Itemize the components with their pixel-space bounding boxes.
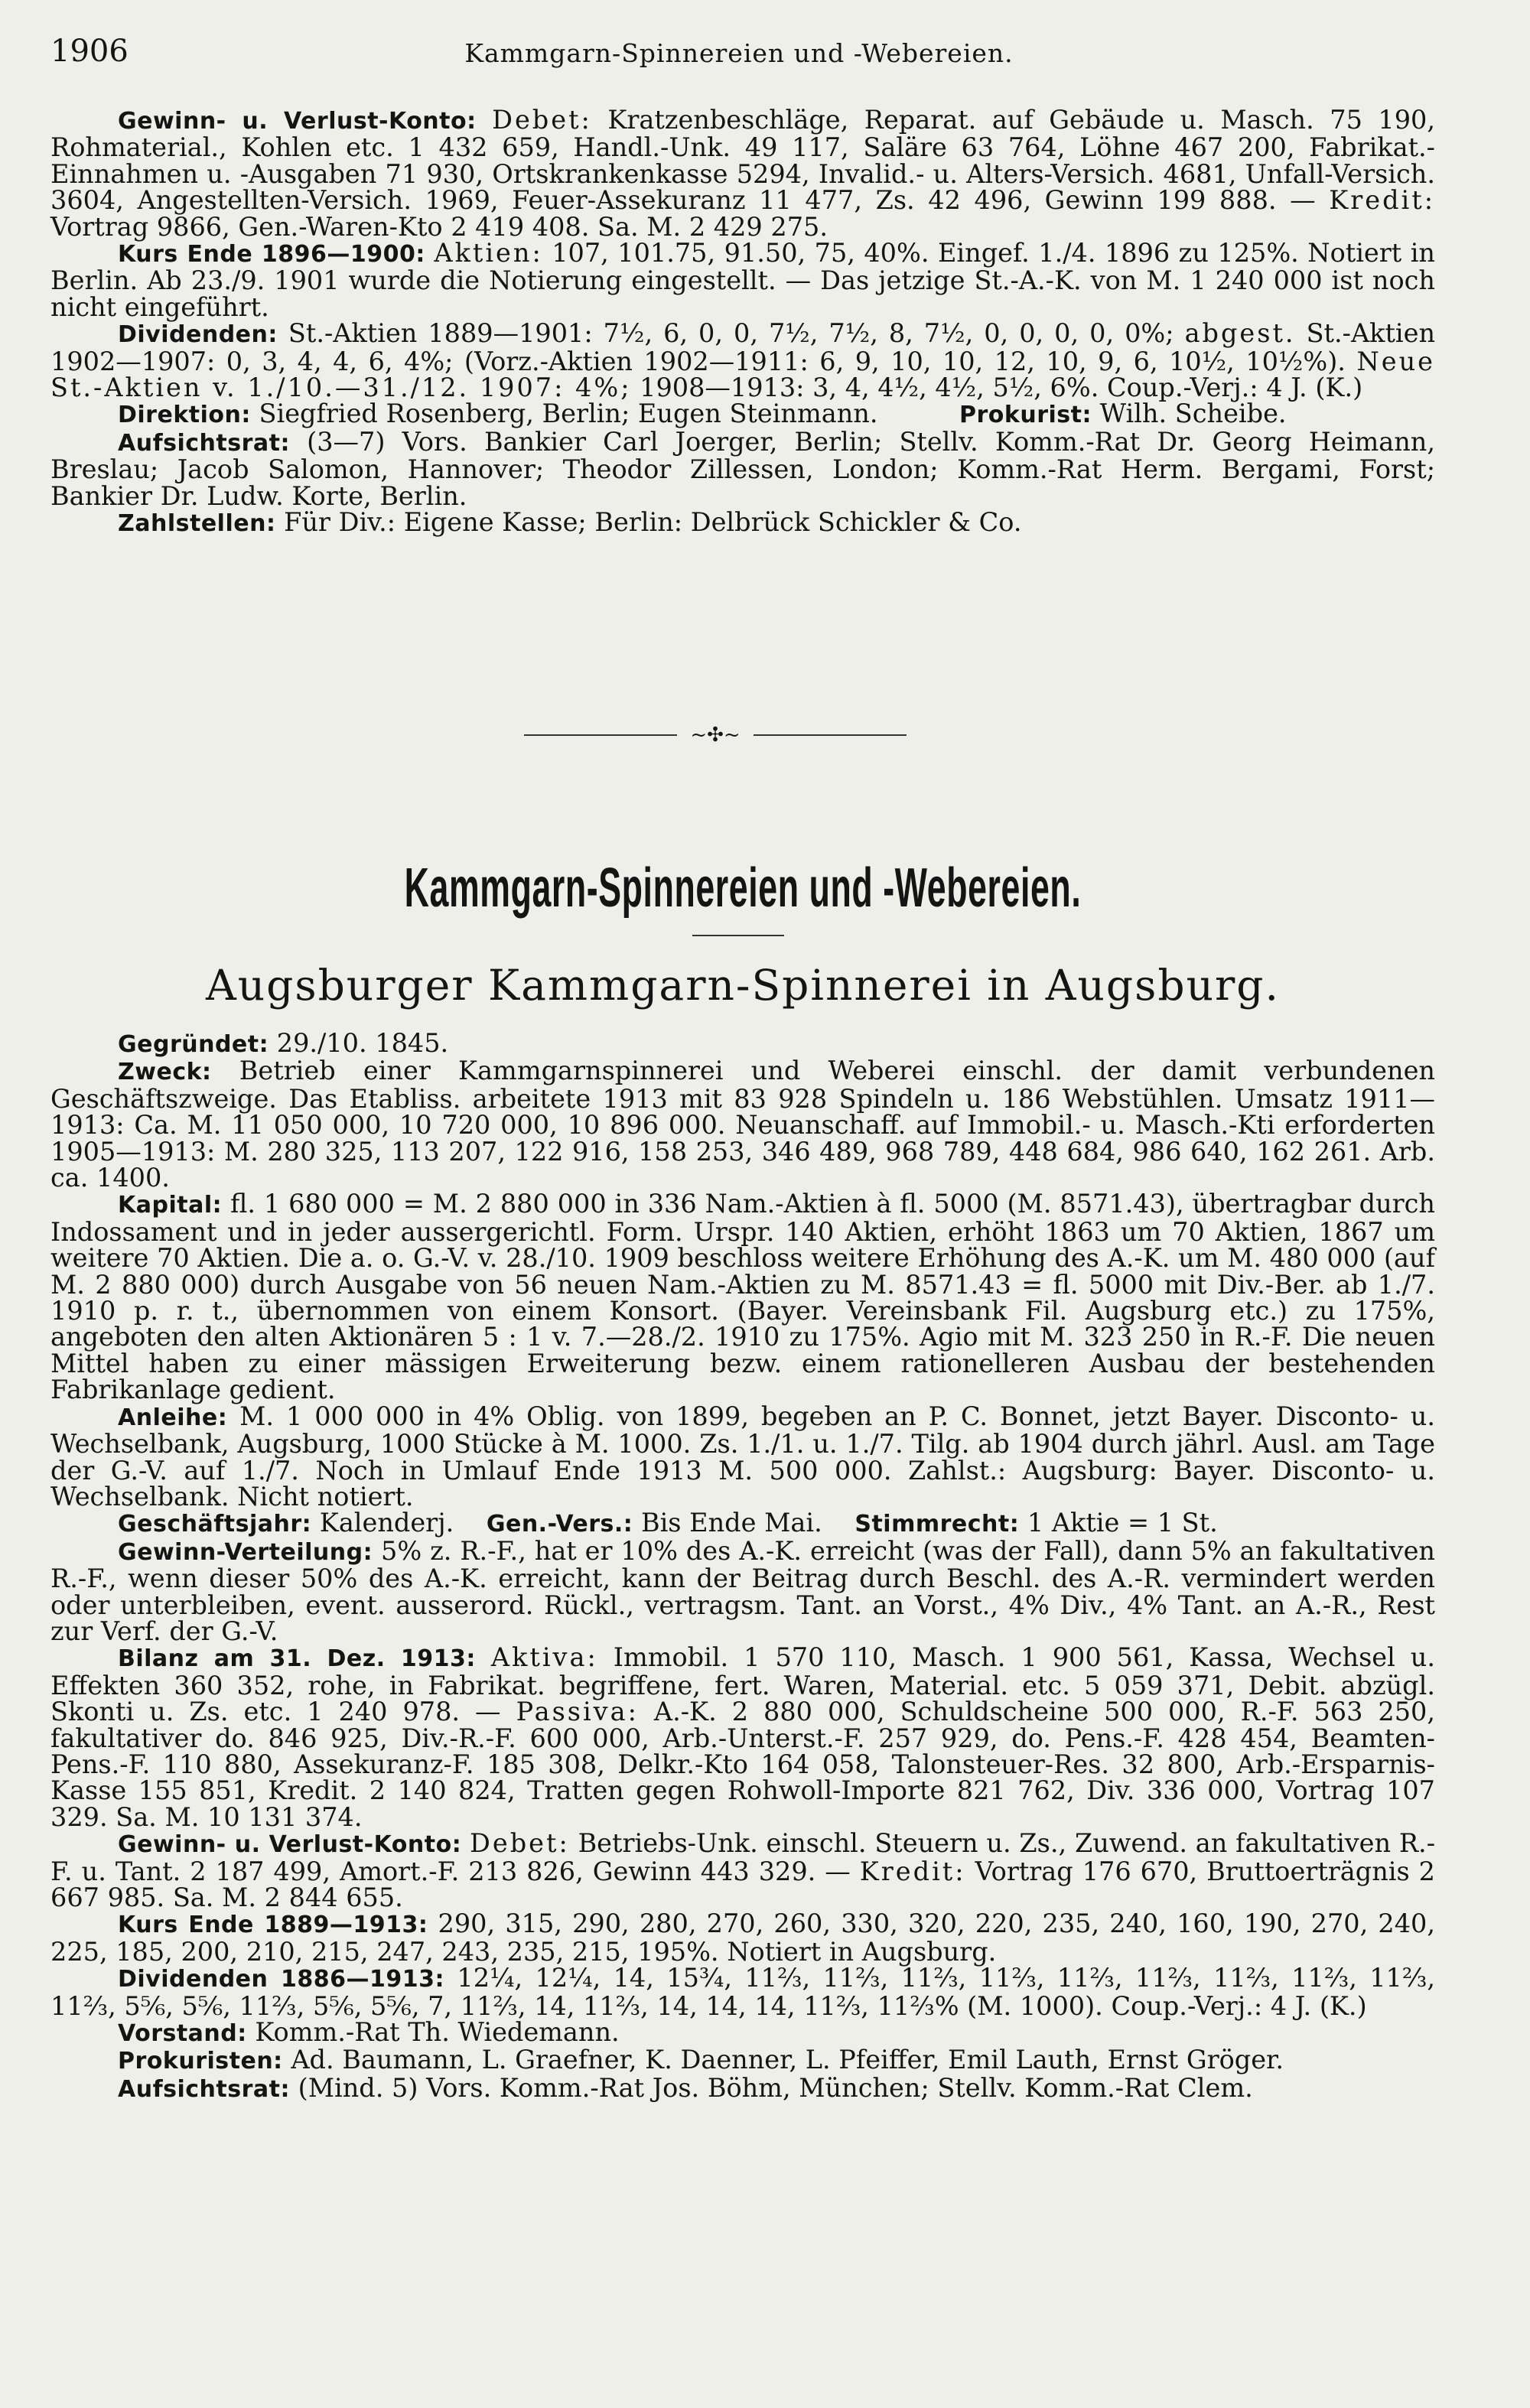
prev-kurs-label: Kurs Ende 1896—1900: xyxy=(118,241,425,268)
page-number: 1906 xyxy=(50,34,129,69)
running-title: Kammgarn-Spinnereien und -Webereien. xyxy=(464,38,1014,68)
ornament-icon: ~✣~ xyxy=(690,724,741,747)
anleihe-label: Anleihe: xyxy=(118,1404,228,1431)
prev-aufsichtsrat-label: Aufsichtsrat: xyxy=(118,429,290,457)
page-header xyxy=(50,34,1427,72)
zweck-paragraph: Zweck: Betrieb einer Kammgarnspinnerei und Weberei einschl. der damit verbundenen Geschäftszweige. Das Etabliss. arbeitete 1913 mit 83 928 Spindeln u. 186 Webstühlen. Umsatz 1911—1913: Ca. M. 11 050 000, 10 720 000, 10 896 000. Neuanschaff. auf Immobil.- u. Masch.-Kti erforderten 1905—1913: M. 280 325, 113 207, 122 916, 158 253, 346 489, 968 789, 448 684, 986 640, 162 261. Arb. ca. 1400. xyxy=(50,1056,1435,1193)
zweck-label: Zweck: xyxy=(118,1059,212,1086)
prev-prokurist-label: Prokurist: xyxy=(959,402,1092,429)
vorstand-label: Vorstand: xyxy=(118,2020,247,2048)
kapital-label: Kapital: xyxy=(118,1192,223,1219)
anleihe-paragraph: Anleihe: M. 1 000 000 in 4% Oblig. von 1899, begeben an P. C. Bonnet, jetzt Bayer. Disconto- u. Wechselbank, Augsburg, 1000 Stücke à M. 1000. Zs. 1./1. u. 1./7. Tilg. ab 1904 durch jährl. Ausl. am Tage der G.-V. auf 1./7. Noch in Umlauf Ende 1913 M. 500 000. Zahlst.: Augsburg: Bayer. Disconto- u. Wechselbank. Nicht notiert. xyxy=(50,1401,1435,1512)
gewinn-verlust-label: Gewinn- u. Verlust-Konto: xyxy=(118,1831,462,1859)
bilanz-label: Bilanz am 31. Dez. 1913: xyxy=(118,1645,476,1673)
prev-zahlstellen-paragraph: Zahlstellen: Für Div.: Eigene Kasse; Berlin: Delbrück Schickler & Co. xyxy=(118,507,1022,538)
section-title: Kammgarn-Spinnereien und -Webereien. xyxy=(404,857,1082,919)
company-title: Augsburger Kammgarn-Spinnerei in Augsburg. xyxy=(206,961,1280,1010)
dividenden-paragraph: Dividenden 1886—1913: 12¼, 12¼, 14, 15¾, 11⅔, 11⅔, 11⅔, 11⅔, 11⅔, 11⅔, 11⅔, 11⅔, 11⅔, 11⅔, 5⅚, 5⅚, 11⅔, 5⅚, 5⅚, 7, 11⅔, 14, 11⅔, 14, 14, 14, 11⅔, 11⅔% (M. 1000). Coup.-Verj.: 4 J. (K.) xyxy=(50,1963,1435,2021)
prokuristen-paragraph: Prokuristen: Ad. Baumann, L. Graefner, K. Daenner, L. Pfeiffer, Emil Lauth, Ernst Gröger. xyxy=(118,2045,1284,2075)
prev-zahlstellen-label: Zahlstellen: xyxy=(118,510,276,538)
aufsichtsrat-paragraph: Aufsichtsrat: (Mind. 5) Vors. Komm.-Rat Jos. Böhm, München; Stellv. Komm.-Rat Clem. xyxy=(118,2072,1253,2103)
vorstand-paragraph: Vorstand: Komm.-Rat Th. Wiedemann. xyxy=(118,2017,620,2048)
gewinn-verlust-paragraph: Gewinn- u. Verlust-Konto: Debet: Betriebs-Unk. einschl. Steuern u. Zs., Zuwend. an fakultativen R.-F. u. Tant. 2 187 499, Amort.-F. 213 826, Gewinn 443 329. — Kredit: Vortrag 176 670, Bruttoerträgnis 2 667 985. Sa. M. 2 844 655. xyxy=(50,1828,1436,1912)
prev-gewinn-paragraph: Gewinn- u. Verlust-Konto: Debet: Kratzenbeschläge, Reparat. auf Gebäude u. Masch. 75 190, Rohmaterial., Kohlen etc. 1 432 659, Handl.-Unk. 49 117, Saläre 63 764, Löhne 467 200, Fabrikat.-Einnahmen u. -Ausgaben 71 930, Ortskrankenkasse 5294, Invalid.- u. Alters-Versich. 4681, Unfall-Versich. 3604, Angestellten-Versich. 1969, Feuer-Assekuranz 11 477, Zs. 42 496, Gewinn 199 888. — Kredit: Vortrag 9866, Gen.-Waren-Kto 2 419 408. Sa. M. 2 429 275. xyxy=(50,105,1435,242)
previous-entry xyxy=(50,107,1435,538)
section-separator xyxy=(524,724,907,747)
separator-line-right xyxy=(754,734,907,736)
prokuristen-label: Prokuristen: xyxy=(118,2048,283,2075)
bilanz-paragraph: Bilanz am 31. Dez. 1913: Aktiva: Immobil. 1 570 110, Masch. 1 900 561, Kassa, Wechsel u. Effekten 360 352, rohe, in Fabrikat. begriffene, fert. Waren, Material. etc. 5 059 371, Debit. abzügl. Skonti u. Zs. etc. 1 240 978. — Passiva: A.-K. 2 880 000, Schuldscheine 500 000, R.-F. 563 250, fakultativer do. 846 925, Div.-R.-F. 600 000, Arb.-Unterst.-F. 257 929, do. Pens.-F. 428 454, Beamten-Pens.-F. 110 880, Assekuranz-F. 185 308, Delkr.-Kto 164 058, Talonsteuer-Res. 32 800, Arb.-Ersparnis-Kasse 155 851, Kredit. 2 140 824, Tratten gegen Rohwoll-Importe 821 762, Div. 336 000, Vortrag 107 329. Sa. M. 10 131 374. xyxy=(50,1642,1436,1832)
aufsichtsrat-label: Aufsichtsrat: xyxy=(118,2075,290,2103)
prev-direktion-label: Direktion: xyxy=(118,402,251,429)
prev-kurs-paragraph: Kurs Ende 1896—1900: Aktien: 107, 101.75, 91.50, 75, 40%. Eingef. 1./4. 1896 zu 125%. Notiert in Berlin. Ab 23./9. 1901 wurde die Notierung eingestellt. — Das jetzige St.-A.-K. von M. 1 240 000 ist noch nicht eingeführt. xyxy=(50,238,1435,322)
gen-vers-label: Gen.-Vers.: xyxy=(486,1511,633,1538)
gegruendet-paragraph: Gegründet: 29./10. 1845. xyxy=(118,1028,449,1058)
company-entry xyxy=(50,1030,1435,2103)
prev-gewinn-label: Gewinn- u. Verlust-Konto: xyxy=(118,108,477,135)
prev-dividenden-label: Dividenden: xyxy=(118,321,278,349)
gegruendet-label: Gegründet: xyxy=(118,1031,269,1058)
prev-direktion-paragraph: Direktion: Siegfried Rosenberg, Berlin; Eugen Steinmann. Prokurist: Wilh. Scheibe. xyxy=(118,399,1287,429)
prev-dividenden-paragraph: Dividenden: St.-Aktien 1889—1901: 7½, 6, 0, 0, 7½, 7½, 8, 7½, 0, 0, 0, 0, 0%; abgest. St.-Aktien 1902—1907: 0, 3, 4, 4, 6, 4%; (Vorz.-Aktien 1902—1911: 6, 9, 10, 10, 12, 10, 9, 6, 10½, 10½%). Neue St.-Aktien v. 1./10.—31./12. 1907: 4%; 1908—1913: 3, 4, 4½, 4½, 5½, 6%. Coup.-Verj.: 4 J. (K.) xyxy=(50,318,1436,403)
kapital-paragraph: Kapital: fl. 1 680 000 = M. 2 880 000 in 336 Nam.-Aktien à fl. 5000 (M. 8571.43), übertragbar durch Indossament und in jeder aussergerichtl. Form. Urspr. 140 Aktien, erhöht 1863 um 70 Aktien, 1867 um weitere 70 Aktien. Die a. o. G.-V. v. 28./10. 1909 beschloss weitere Erhöhung des A.-K. um M. 480 000 (auf M. 2 880 000) durch Ausgabe von 56 neuen Nam.-Aktien zu M. 8571.43 = fl. 5000 mit Div.-Ber. ab 1./7. 1910 p. r. t., übernommen von einem Konsort. (Bayer. Vereinsbank Fil. Augsburg etc.) zu 175%, angeboten den alten Aktionären 5 : 1 v. 7.—28./2. 1910 zu 175%. Agio mit M. 323 250 in R.-F. Die neuen Mittel haben zu einer mässigen Erweiterung bezw. einem rationelleren Ausbau der bestehenden Fabrikanlage gedient. xyxy=(50,1189,1435,1405)
prev-aufsichtsrat-paragraph: Aufsichtsrat: (3—7) Vors. Bankier Carl Joerger, Berlin; Stellv. Komm.-Rat Dr. Georg Heimann, Breslau; Jacob Salomon, Hannover; Theodor Zillessen, London; Komm.-Rat Herm. Bergami, Forst; Bankier Dr. Ludw. Korte, Berlin. xyxy=(50,426,1435,511)
kurs-label: Kurs Ende 1889—1913: xyxy=(118,1912,428,1939)
gewinn-verteilung-label: Gewinn-Verteilung: xyxy=(118,1538,373,1566)
geschaeftsjahr-paragraph: Geschäftsjahr: Kalenderj. Gen.-Vers.: Bis Ende Mai. Stimmrecht: 1 Aktie = 1 St. xyxy=(118,1508,1218,1538)
separator-line-left xyxy=(524,734,677,736)
title-rule xyxy=(692,935,784,936)
gewinn-verteilung-paragraph: Gewinn-Verteilung: 5% z. R.-F., hat er 10% des A.-K. erreicht (was der Fall), dann 5% an fakultativen R.-F., wenn dieser 50% des A.-K. erreicht, kann der Beitrag durch Beschl. des A.-R. vermindert werden oder unterbleiben, event. ausserord. Rückl., vertragsm. Tant. an Vorst., 4% Div., 4% Tant. an A.-R., Rest zur Verf. der G.-V. xyxy=(50,1535,1435,1646)
kurs-paragraph: Kurs Ende 1889—1913: 290, 315, 290, 280, 270, 260, 330, 320, 220, 235, 240, 160, 190, 270, 240, 225, 185, 200, 210, 215, 247, 243, 235, 215, 195%. Notiert in Augsburg. xyxy=(50,1909,1435,1967)
geschaeftsjahr-label: Geschäftsjahr: xyxy=(118,1511,312,1538)
dividenden-label: Dividenden 1886—1913: xyxy=(118,1966,445,1993)
stimmrecht-label: Stimmrecht: xyxy=(855,1511,1020,1538)
